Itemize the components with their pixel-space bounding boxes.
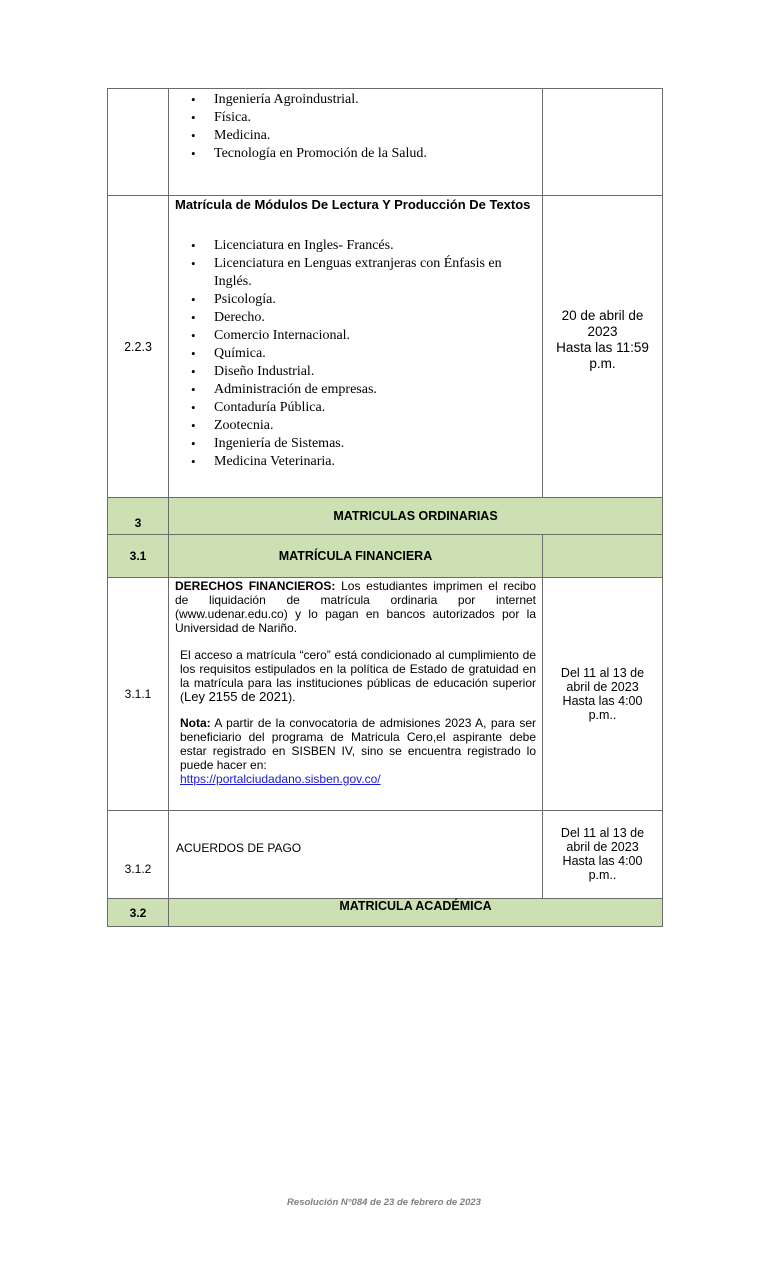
list-item: • Física. <box>214 109 542 127</box>
section-title: MATRÍCULA FINANCIERA <box>169 535 543 578</box>
note-label: Nota: <box>180 716 211 730</box>
list-item: • Derecho. <box>214 309 528 327</box>
note-paragraph <box>175 716 536 786</box>
paragraph-end: ). <box>288 690 296 704</box>
law-reference: Ley 2155 de 2021 <box>184 689 289 704</box>
row-number: 3 <box>108 498 169 535</box>
list-item: • Química. <box>214 345 528 363</box>
list-item: • Diseño Industrial. <box>214 363 528 381</box>
list-item: • Licenciatura en Lenguas extranjeras con Énfasis en Inglés. <box>214 255 528 291</box>
table-row <box>108 899 663 927</box>
table-row <box>108 498 663 535</box>
zero-tuition-paragraph <box>175 648 536 704</box>
program-list-cell <box>169 196 543 498</box>
list-item: • Administración de empresas. <box>214 381 528 399</box>
list-item: • Contaduría Pública. <box>214 399 528 417</box>
row-number: 3.1.2 <box>108 811 169 899</box>
date-text: 20 de abril de 2023 <box>561 308 644 339</box>
list-item: • Medicina. <box>214 127 542 145</box>
paragraph-text: A partir de la convocatoria de admisiones 2023 A, para ser beneficiario del programa de Matricula Cero,el aspirante debe estar registrado en SISBEN IV, sino se encuentra registrado lo puede hacer en: <box>180 716 537 772</box>
page-footer: Resolución N°084 de 23 de febrero de 2023 <box>287 1197 481 1208</box>
date-cell <box>543 89 663 196</box>
row-number: 3.1 <box>108 535 169 578</box>
list-item: • Tecnología en Promoción de la Salud. <box>214 145 542 163</box>
table-row <box>108 196 663 498</box>
table-row <box>108 89 663 196</box>
program-list <box>169 91 542 163</box>
section-title: MATRICULAS ORDINARIAS <box>169 498 663 535</box>
description-cell: ACUERDOS DE PAGO <box>169 811 543 899</box>
table-row <box>108 578 663 811</box>
date-cell <box>543 196 663 498</box>
schedule-table <box>107 88 663 927</box>
program-list-cell <box>169 89 543 196</box>
row-number: 3.2 <box>108 899 169 927</box>
financial-rights-paragraph <box>175 579 536 635</box>
paragraph-text: El acceso a matrícula “cero” está condicionado al cumplimiento de los requisitos estipulados en la política de Estado de gratuidad en la matrícula para las instituciones públicas de educación superior ( <box>180 648 537 704</box>
list-item: • Ingeniería de Sistemas. <box>214 435 528 453</box>
list-item: • Ingeniería Agroindustrial. <box>214 91 542 109</box>
paragraph-label: DERECHOS FINANCIEROS: <box>175 579 336 593</box>
list-item: • Medicina Veterinaria. <box>214 453 528 471</box>
sisben-link[interactable]: https://portalciudadano.sisben.gov.co/ <box>180 772 381 786</box>
date-cell <box>543 535 663 578</box>
paragraph-text: Los estudiantes imprimen el recibo de liquidación de matrícula ordinaria por internet (www.udenar.edu.co) y lo pagan en bancos autorizados por la Universidad de Nariño. <box>175 579 537 635</box>
date-text: Del 11 al 13 de abril de 2023 <box>560 666 645 694</box>
table-row <box>108 535 663 578</box>
list-item: • Licenciatura en Ingles- Francés. <box>214 237 528 255</box>
time-text: Hasta las 11:59 p.m. <box>556 340 649 371</box>
list-item: • Zootecnia. <box>214 417 528 435</box>
section-title: MATRICULA ACADÉMICA <box>169 899 663 927</box>
row-number: 2.2.3 <box>108 196 169 498</box>
section-heading: Matrícula de Módulos De Lectura Y Producción De Textos <box>175 197 531 212</box>
date-cell <box>543 578 663 811</box>
list-item: • Psicología. <box>214 291 528 309</box>
table-row <box>108 811 663 899</box>
number-cell <box>108 89 169 196</box>
time-text: Hasta las 4:00 p.m.. <box>562 854 643 882</box>
program-list <box>169 237 542 471</box>
list-item: • Comercio Internacional. <box>214 327 528 345</box>
date-text: Del 11 al 13 de abril de 2023 <box>560 826 645 854</box>
row-number: 3.1.1 <box>108 578 169 811</box>
time-text: Hasta las 4:00 p.m.. <box>562 694 643 722</box>
description-cell <box>169 578 543 811</box>
date-cell <box>543 811 663 899</box>
